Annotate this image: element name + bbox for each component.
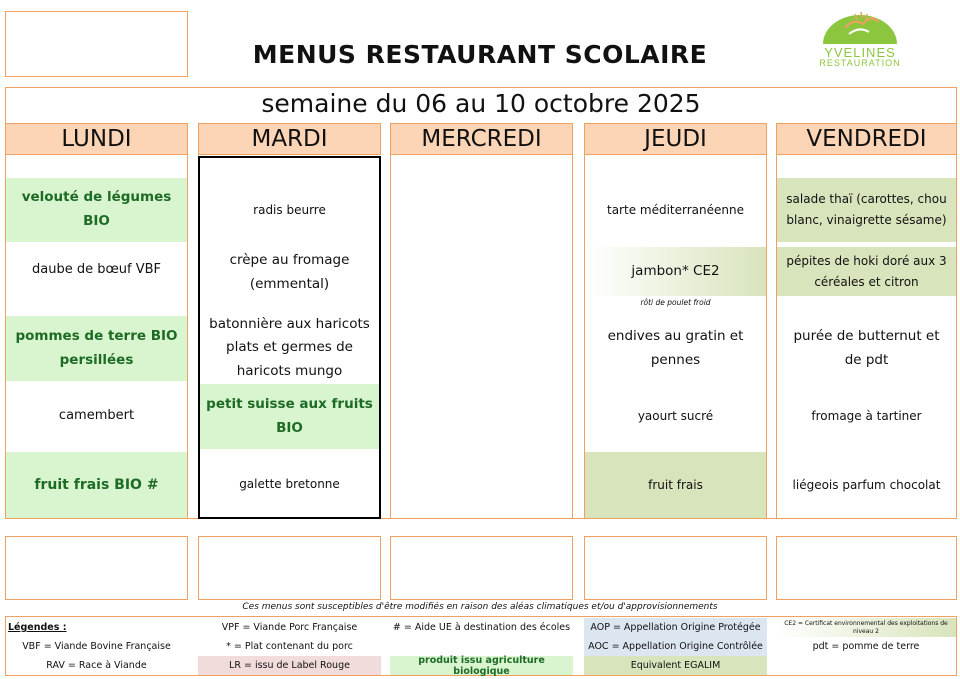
menu-item: camembert [58, 407, 135, 423]
day-header-mercredi: MERCREDI [390, 123, 573, 155]
day-header-mardi: MARDI [198, 123, 381, 155]
legend-rav: RAV = Race à Viande [46, 660, 147, 671]
menu-item: yaourt sucré [637, 408, 714, 423]
day-header-vendredi: VENDREDI [776, 123, 957, 155]
legend-title: Légendes : [8, 622, 67, 633]
column-mercredi [390, 155, 573, 519]
menu-item: pommes de terre BIO persillées [6, 316, 187, 381]
menu-item: salade thaï (carottes, chou blanc, vinaigrette sésame) [777, 178, 956, 242]
legend-aop: AOP = Appellation Origine Protégée [584, 618, 767, 637]
menu-item: crèpe au fromage (emmental) [229, 252, 350, 292]
legend-ue: # = Aide UE à destination des écoles [392, 622, 571, 633]
legend-ce2: CE2 = Certificat environnemental des exploitations de niveau 2 [776, 618, 956, 637]
legend-porc: * = Plat contenant du porc [226, 641, 353, 652]
menu-item: radis beurre [253, 202, 326, 217]
week-title: semaine du 06 au 10 octobre 2025 [261, 89, 701, 118]
menu-item: petit suisse aux fruits BIO [200, 384, 379, 449]
menu-item: fruit frais BIO # [6, 452, 187, 518]
day-header-jeudi: JEUDI [584, 123, 767, 155]
menu-item: endives au gratin et pennes [607, 327, 744, 368]
menu-item: fruit frais [585, 452, 766, 518]
empty-box-lundi [5, 536, 188, 600]
header-empty-box [5, 11, 188, 77]
empty-box-mardi [198, 536, 381, 600]
menu-item: purée de butternut et de pdt [793, 327, 940, 368]
logo-line2: RESTAURATION [819, 58, 901, 68]
legend-lr: LR = issu de Label Rouge [198, 656, 381, 675]
menu-item: batonnière aux haricots plats et germes de haricots mungo [209, 315, 370, 379]
empty-box-mercredi [390, 536, 573, 600]
menu-item: pépites de hoki doré aux 3 céréales et citron [777, 247, 956, 296]
disclaimer: Ces menus sont susceptibles d'être modifiés en raison des aléas climatiques et/ou d'approvisionnements [242, 602, 718, 612]
logo-line1: YVELINES [824, 45, 896, 60]
menu-item: velouté de légumes BIO [6, 178, 187, 242]
legend-egalim: Equivalent EGALIM [584, 656, 767, 675]
menu-item: tarte méditerranéenne [607, 202, 744, 217]
empty-box-vendredi [776, 536, 957, 600]
menu-item: daube de bœuf VBF [31, 261, 161, 277]
legend-pdt: pdt = pomme de terre [812, 641, 920, 652]
legend-vbf: VBF = Viande Bovine Française [22, 641, 171, 652]
legend-vpf: VPF = Viande Porc Française [221, 622, 358, 633]
menu-item: liégeois parfum chocolat [792, 477, 941, 492]
menu-item: jambon* CE2 [585, 247, 766, 296]
yvelines-logo [805, 8, 915, 78]
legend-aoc: AOC = Appellation Origine Contrôlée [584, 637, 767, 656]
menu-item: galette bretonne [239, 477, 340, 491]
menu-item-note: rôti de poulet froid [640, 298, 711, 307]
empty-box-jeudi [584, 536, 767, 600]
day-header-lundi: LUNDI [5, 123, 188, 155]
legend-bio: produit issu agriculture biologique [390, 656, 573, 675]
logo-icon [805, 8, 915, 48]
menu-item: fromage à tartiner [811, 408, 922, 423]
page-title: MENUS RESTAURANT SCOLAIRE [252, 40, 708, 69]
